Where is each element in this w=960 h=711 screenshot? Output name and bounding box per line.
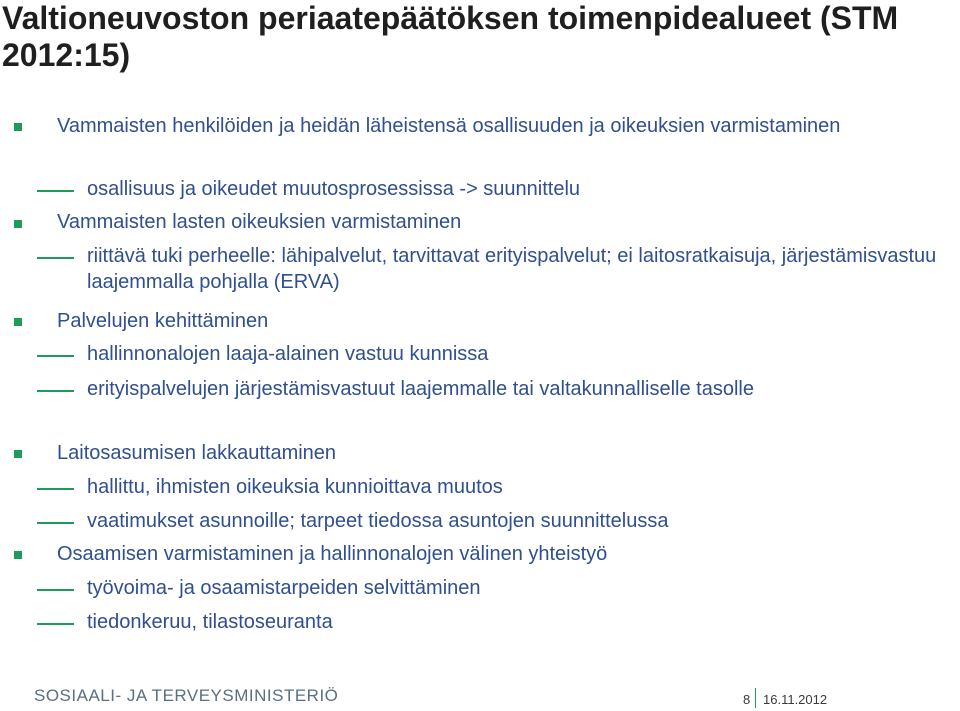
- list-item-text: hallinnonalojen laaja-alainen vastuu kunnissa: [87, 343, 489, 365]
- list-item: [87, 575, 937, 601]
- list-item-text: erityispalvelujen järjestämisvastuut laajemmalle tai valtakunnalliselle tasolle: [87, 378, 754, 400]
- list-item-text: hallittu, ihmisten oikeuksia kunnioittava muutos: [87, 476, 503, 498]
- slide-title: Valtioneuvoston periaatepäätöksen toimenpidealueet (STM 2012:15): [2, 0, 899, 73]
- list-item-text: vaatimukset asunnoille; tarpeet tiedossa asuntojen suunnittelussa: [87, 510, 669, 532]
- list-item: [87, 176, 937, 202]
- dash-bullet-icon: [37, 355, 74, 357]
- square-bullet-icon: [14, 318, 22, 326]
- list-item: [87, 341, 937, 367]
- dash-bullet-icon: [37, 589, 74, 591]
- list-item: [57, 440, 937, 466]
- list-item: [87, 508, 937, 534]
- dash-bullet-icon: [37, 257, 74, 259]
- list-item-text: osallisuus ja oikeudet muutosprosessissa -> suunnittelu: [87, 178, 581, 200]
- list-item-text: Vammaisten henkilöiden ja heidän läheistensä osallisuuden ja oikeuksien varmistaminen: [57, 115, 841, 137]
- list-item-text: Laitosasumisen lakkauttaminen: [57, 442, 337, 464]
- page-number: 8: [743, 692, 751, 707]
- list-item: [57, 308, 937, 334]
- square-bullet-icon: [14, 123, 22, 131]
- list-item-text: Palvelujen kehittäminen: [57, 310, 269, 332]
- list-item: [87, 609, 937, 635]
- list-item-text: Osaamisen varmistaminen ja hallinnonalojen välinen yhteistyö: [57, 543, 608, 565]
- ministry-logo: SOSIAALI- JA TERVEYSMINISTERIÖ: [34, 686, 339, 705]
- square-bullet-icon: [14, 220, 22, 228]
- list-item-text: tiedonkeruu, tilastoseuranta: [87, 611, 333, 633]
- list-item: [57, 541, 937, 567]
- slide-date: 16.11.2012: [763, 692, 828, 707]
- square-bullet-icon: [14, 551, 22, 559]
- square-bullet-icon: [14, 450, 22, 458]
- dash-bullet-icon: [37, 190, 74, 192]
- list-item-text: työvoima- ja osaamistarpeiden selvittäminen: [87, 577, 481, 599]
- list-item-text: riittävä tuki perheelle: lähipalvelut, tarvittavat erityispalvelut; ei laitosratkaisuja, järjestämisvastuu laajemmalla pohjalla (ERVA): [87, 245, 937, 293]
- list-item: [57, 113, 937, 139]
- list-item: [87, 243, 937, 295]
- footer-divider: [755, 688, 756, 708]
- list-item: [57, 209, 937, 235]
- dash-bullet-icon: [37, 488, 74, 490]
- list-item: [87, 474, 937, 500]
- dash-bullet-icon: [37, 390, 74, 392]
- list-item-text: Vammaisten lasten oikeuksien varmistaminen: [57, 211, 462, 233]
- dash-bullet-icon: [37, 623, 74, 625]
- dash-bullet-icon: [37, 522, 74, 524]
- list-item: [87, 376, 937, 402]
